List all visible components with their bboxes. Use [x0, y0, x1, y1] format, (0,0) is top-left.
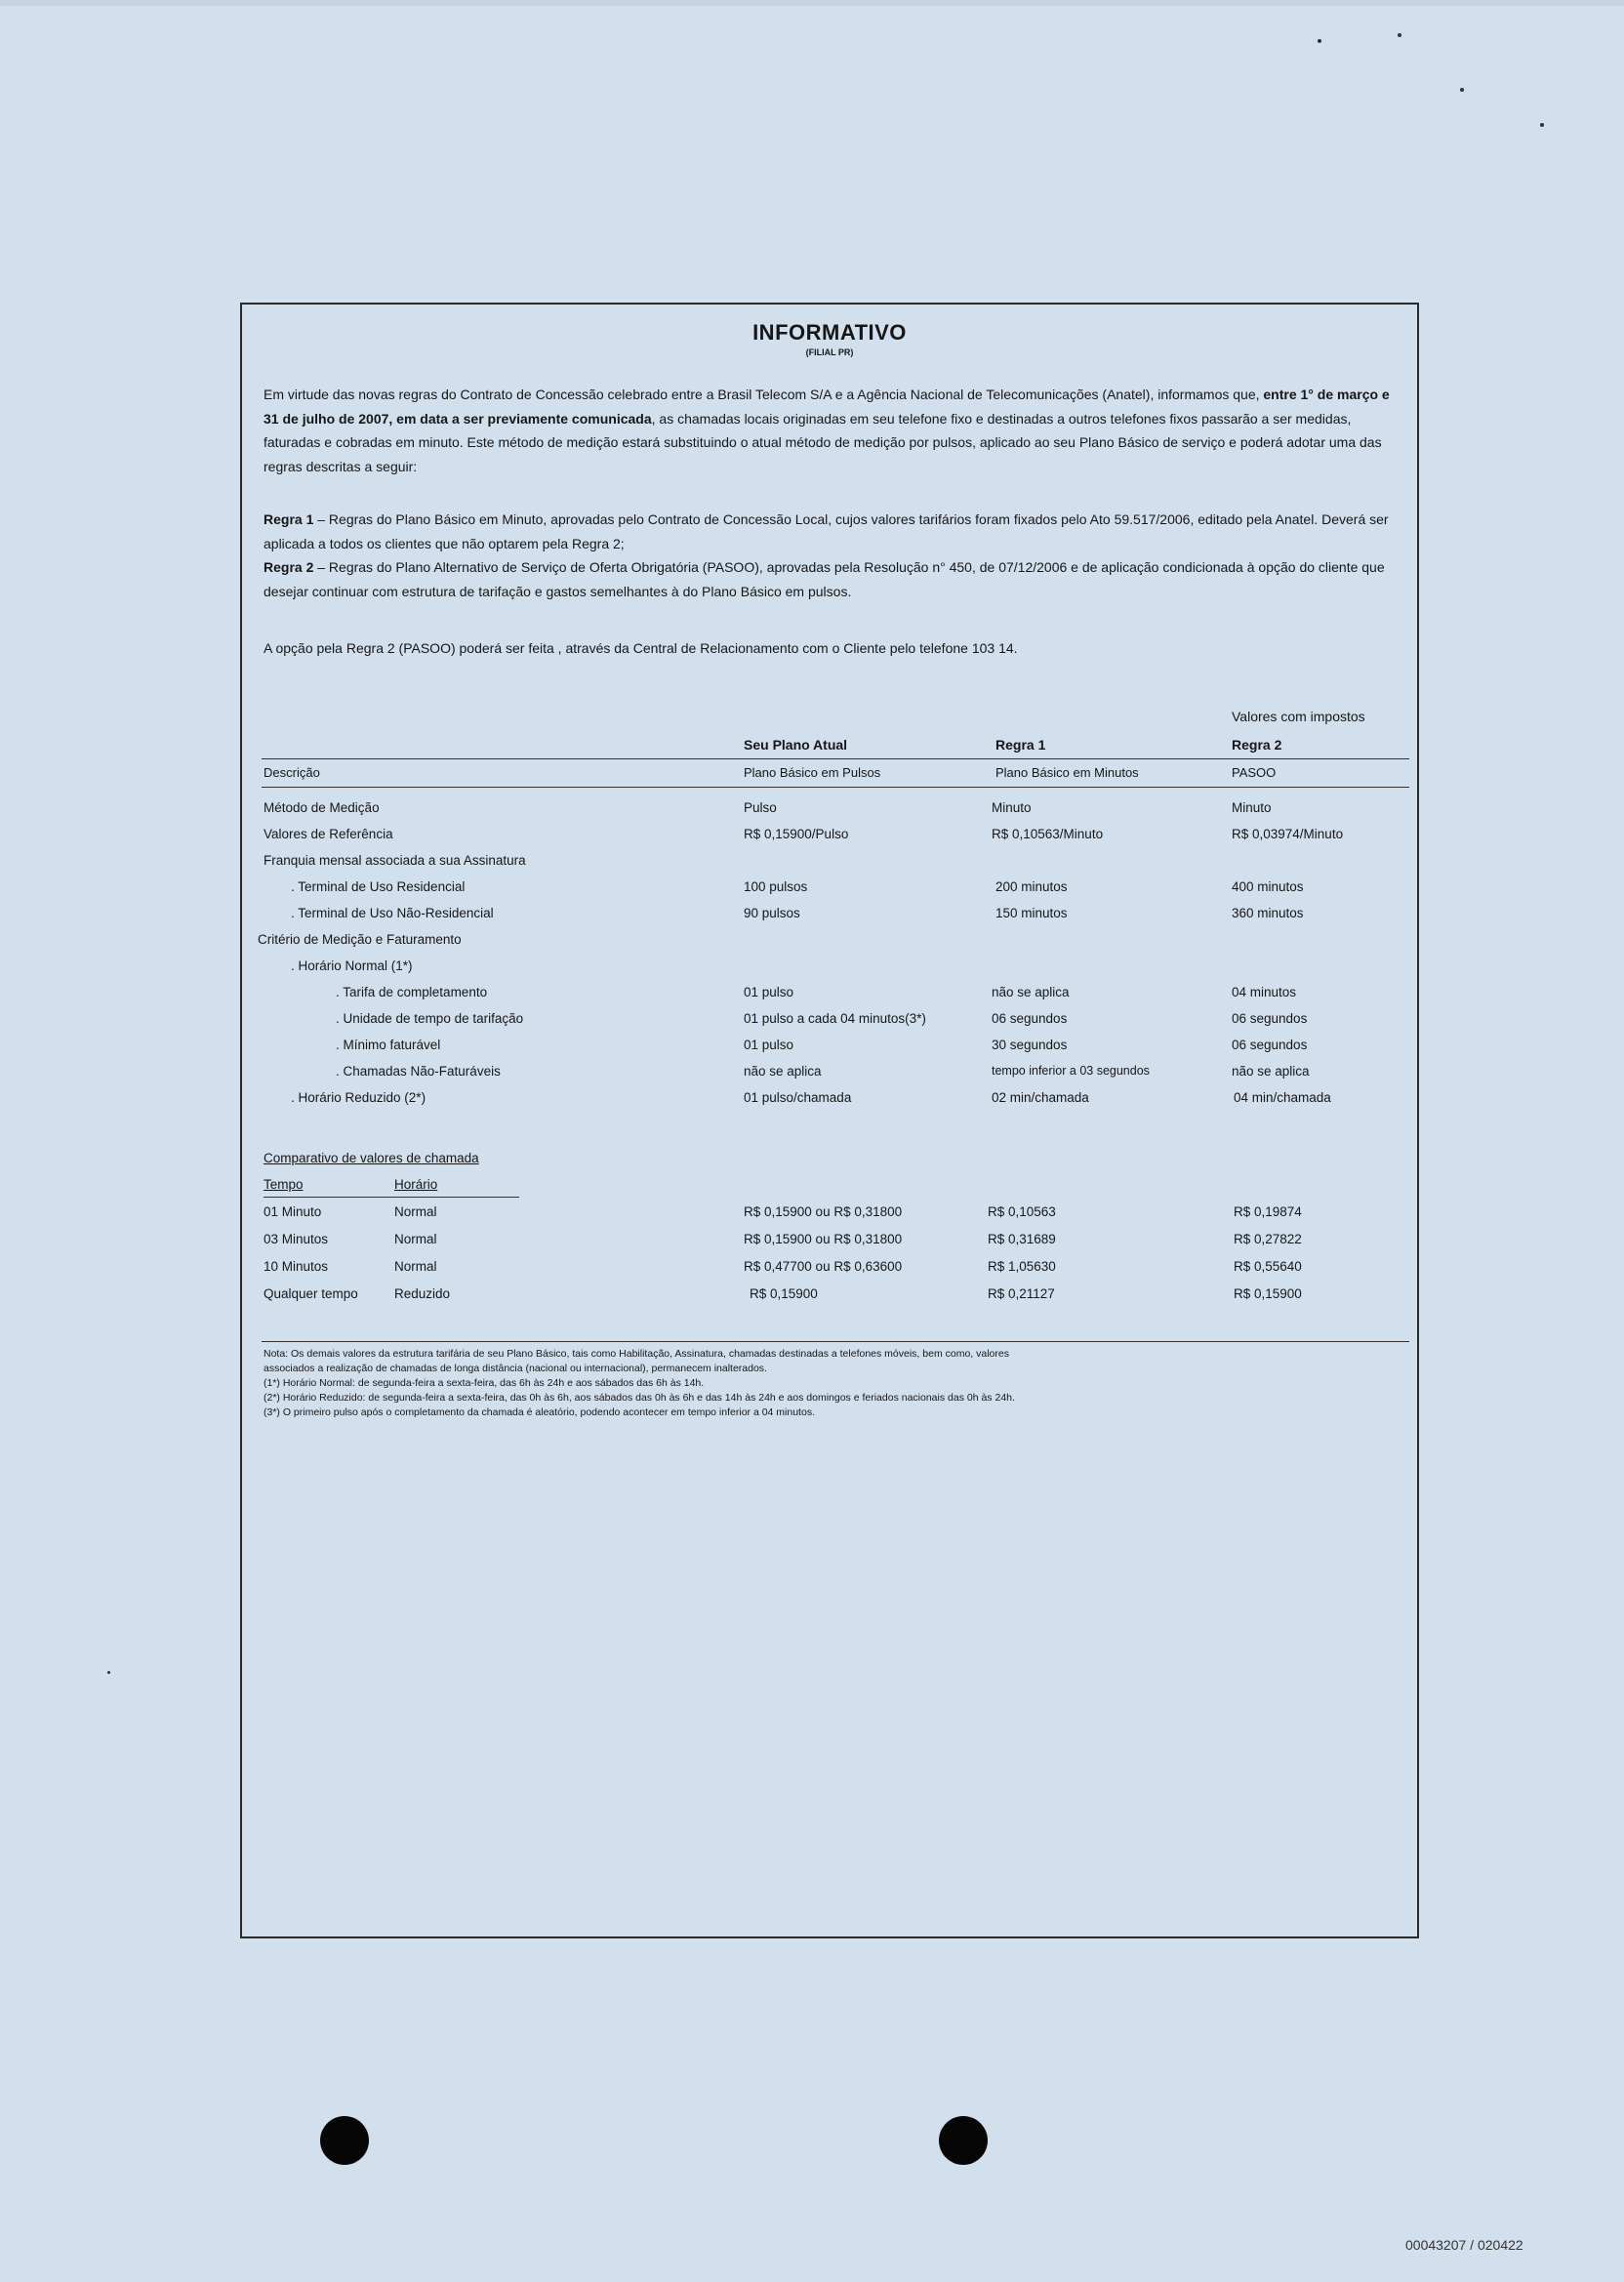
comparison-horario: Normal	[394, 1204, 437, 1219]
row-desc: . Tarifa de completamento	[336, 985, 488, 999]
row-desc: . Unidade de tempo de tarifação	[336, 1011, 524, 1026]
row-plano-atual: 01 pulso	[744, 1038, 794, 1052]
row-regra-2: 04 min/chamada	[1234, 1090, 1331, 1105]
paper-edge	[0, 0, 1624, 6]
comparison-regra-2: R$ 0,19874	[1234, 1204, 1302, 1219]
comparison-plano-atual: R$ 0,15900 ou R$ 0,31800	[744, 1204, 903, 1219]
row-plano-atual: 90 pulsos	[744, 906, 800, 920]
header-rule	[262, 758, 1409, 759]
row-desc: . Terminal de Uso Não-Residencial	[291, 906, 494, 920]
dust-speck	[107, 1671, 110, 1674]
row-regra-2: Minuto	[1232, 800, 1272, 815]
row-plano-atual: R$ 0,15900/Pulso	[744, 827, 849, 841]
document-subtitle: (FILIAL PR)	[805, 347, 854, 357]
note-line: (2*) Horário Reduzido: de segunda-feira a sexta-feira, das 0h às 6h, aos sábados das 0h às 6h e das 14h às 24h e aos domingos e feriados nacionais das 0h às 24h.	[264, 1392, 1015, 1404]
comparison-regra-2: R$ 0,55640	[1234, 1259, 1302, 1274]
comparison-plano-atual: R$ 0,15900 ou R$ 0,31800	[744, 1232, 903, 1246]
row-regra-1: 200 minutos	[995, 879, 1068, 894]
row-regra-1: Minuto	[992, 800, 1032, 815]
dust-speck	[1318, 39, 1321, 43]
option-paragraph: A opção pela Regra 2 (PASOO) poderá ser feita , através da Central de Relacionamento com o Cliente pelo telefone 103 14.	[264, 640, 1018, 656]
row-plano-atual: Pulso	[744, 800, 777, 815]
dust-speck	[1460, 88, 1464, 92]
comparison-regra-1: R$ 1,05630	[988, 1259, 1056, 1274]
row-plano-atual: 100 pulsos	[744, 879, 808, 894]
row-plano-atual: 01 pulso a cada 04 minutos(3*)	[744, 1011, 926, 1026]
rule-1-text: – Regras do Plano Básico em Minuto, aprovadas pelo Contrato de Concessão Local, cujos valores tarifários foram fixados pelo Ato 59.517/2006, editado pela Anatel. Deverá ser aplicada a todos os clientes que não optarem pela Regra 2;	[264, 511, 1389, 551]
dust-speck	[1398, 33, 1401, 37]
rule-2-label: Regra 2	[264, 559, 314, 575]
comparison-regra-1: R$ 0,10563	[988, 1204, 1056, 1219]
comparison-tempo: 10 Minutos	[264, 1259, 329, 1274]
note-line: associados a realização de chamadas de longa distância (nacional ou internacional), permanecem inalterados.	[264, 1363, 767, 1374]
row-plano-atual: 01 pulso/chamada	[744, 1090, 852, 1105]
intro-text-a: Em virtude das novas regras do Contrato de Concessão celebrado entre a Brasil Telecom S/A e a Agência Nacional de Telecomunicações (Anatel), informamos que,	[264, 387, 1264, 402]
row-desc: Valores de Referência	[264, 827, 393, 841]
row-regra-1: 02 min/chamada	[992, 1090, 1089, 1105]
row-desc: . Chamadas Não-Faturáveis	[336, 1064, 501, 1079]
row-regra-2: 360 minutos	[1232, 906, 1304, 920]
comparison-horario: Reduzido	[394, 1286, 451, 1301]
taxes-note: Valores com impostos	[1232, 709, 1365, 724]
col-regra-1-title: Regra 1	[995, 737, 1046, 753]
notes-rule	[262, 1341, 1409, 1342]
row-regra-2: R$ 0,03974/Minuto	[1232, 827, 1344, 841]
row-regra-1: tempo inferior a 03 segundos	[992, 1064, 1150, 1078]
row-desc: Franquia mensal associada a sua Assinatura	[264, 853, 526, 868]
row-desc: . Terminal de Uso Residencial	[291, 879, 466, 894]
row-regra-2: não se aplica	[1232, 1064, 1310, 1079]
col-plano-atual-title: Seu Plano Atual	[744, 737, 848, 753]
row-regra-1: R$ 0,10563/Minuto	[992, 827, 1104, 841]
comparison-col-horario: Horário	[394, 1177, 438, 1192]
comparison-regra-1: R$ 0,21127	[988, 1286, 1055, 1301]
comparison-regra-1: R$ 0,31689	[988, 1232, 1056, 1246]
col-regra-2-title: Regra 2	[1232, 737, 1282, 753]
dust-speck	[1540, 123, 1544, 127]
punch-hole	[320, 2116, 369, 2165]
informativo-box	[240, 303, 1419, 1938]
col-plano-atual-sub: Plano Básico em Pulsos	[744, 765, 881, 780]
rule-1-label: Regra 1	[264, 511, 314, 527]
col-descricao: Descrição	[264, 765, 320, 780]
comparison-col-tempo: Tempo	[264, 1177, 304, 1192]
row-regra-1: 06 segundos	[992, 1011, 1068, 1026]
serial-number: 00043207 / 020422	[1405, 2237, 1523, 2253]
col-regra-2-sub: PASOO	[1232, 765, 1277, 780]
comparison-plano-atual: R$ 0,47700 ou R$ 0,63600	[744, 1259, 903, 1274]
notes-block	[264, 1347, 1405, 1420]
note-line: (3*) O primeiro pulso após o completamento da chamada é aleatório, podendo acontecer em tempo inferior a 04 minutos.	[264, 1406, 815, 1418]
col-regra-1-sub: Plano Básico em Minutos	[995, 765, 1139, 780]
row-regra-2: 06 segundos	[1232, 1011, 1308, 1026]
note-line: (1*) Horário Normal: de segunda-feira a sexta-feira, das 6h às 24h e aos sábados das 6h às 14h.	[264, 1377, 705, 1389]
row-plano-atual: 01 pulso	[744, 985, 794, 999]
intro-text-c: , as chamadas locais originadas em seu telefone fixo e destinadas a outros telefones fixos passarão a ser medidas, faturadas e cobradas em minuto. Este método de medição estará substituindo o atual método de medição por pulsos, aplicado ao seu Plano Básico de serviço e poderá adotar uma das regras descritas a seguir:	[264, 410, 1382, 474]
rule-2-text: – Regras do Plano Alternativo de Serviço de Oferta Obrigatória (PASOO), aprovadas pela Resolução n° 450, de 07/12/2006 e de aplicação condicionada à opção do cliente que desejar continuar com estrutura de tarifação e gastos semelhantes à do Plano Básico em pulsos.	[264, 559, 1385, 599]
punch-hole	[939, 2116, 988, 2165]
row-desc: Método de Medição	[264, 800, 380, 815]
comparison-tempo: 01 Minuto	[264, 1204, 322, 1219]
rule-1	[264, 508, 1405, 555]
comparison-regra-2: R$ 0,27822	[1234, 1232, 1302, 1246]
row-regra-1: 150 minutos	[995, 906, 1068, 920]
comparison-header-rule	[264, 1197, 519, 1198]
comparison-tempo: 03 Minutos	[264, 1232, 329, 1246]
row-regra-1: não se aplica	[992, 985, 1070, 999]
comparison-tempo: Qualquer tempo	[264, 1286, 358, 1301]
header-rule-bottom	[262, 787, 1409, 788]
comparison-regra-2: R$ 0,15900	[1234, 1286, 1302, 1301]
note-line: Nota: Os demais valores da estrutura tarifária de seu Plano Básico, tais como Habilitação, Assinatura, chamadas destinadas a telefones móveis, bem como, valores	[264, 1348, 1009, 1360]
comparison-plano-atual: R$ 0,15900	[750, 1286, 818, 1301]
row-regra-2: 04 minutos	[1232, 985, 1297, 999]
row-regra-2: 400 minutos	[1232, 879, 1304, 894]
document-title: INFORMATIVO	[752, 320, 907, 345]
row-desc: . Horário Normal (1*)	[291, 958, 413, 973]
row-regra-2: 06 segundos	[1232, 1038, 1308, 1052]
row-plano-atual: não se aplica	[744, 1064, 822, 1079]
rule-2	[264, 555, 1405, 603]
comparison-horario: Normal	[394, 1232, 437, 1246]
row-regra-1: 30 segundos	[992, 1038, 1068, 1052]
comparison-title: Comparativo de valores de chamada	[264, 1151, 479, 1165]
comparison-horario: Normal	[394, 1259, 437, 1274]
intro-paragraph	[264, 383, 1405, 478]
rules-paragraph	[264, 508, 1405, 603]
row-desc: Critério de Medição e Faturamento	[258, 932, 462, 947]
intro-text-bold: entre 1° de março e 31 de julho de 2007, em data a ser previamente comunicada	[264, 387, 1390, 427]
row-desc: . Horário Reduzido (2*)	[291, 1090, 426, 1105]
row-desc: . Mínimo faturável	[336, 1038, 441, 1052]
